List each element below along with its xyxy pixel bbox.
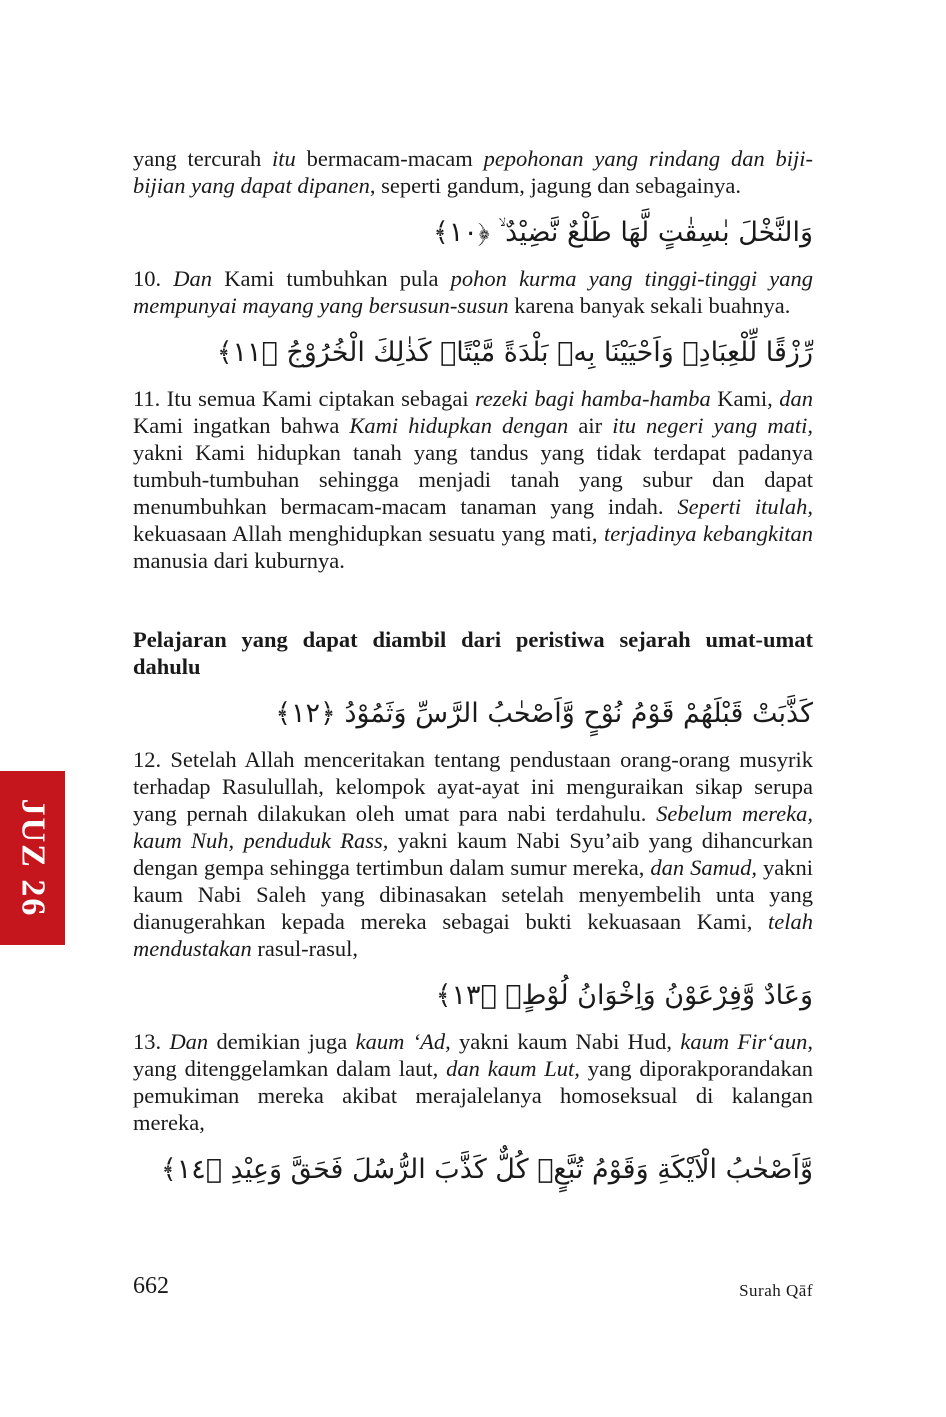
section-heading: Pelajaran yang dapat diambil dari peristiwa sejarah umat-umat dahulu [133, 627, 813, 679]
text-run: Kami tumbuhkan pula [212, 266, 451, 291]
text-run: yang tercurah [133, 146, 273, 171]
text-run: rasul-rasul, [251, 936, 358, 961]
text-run: 11. Itu semua Kami ciptakan sebagai [133, 386, 476, 411]
translation-verse-12 [133, 746, 813, 962]
arabic-verse-14: وَّاَصْحٰبُ الْاَيْكَةِ وَقَوْمُ تُبَّعٍۗ كُلٌّ كَذَّبَ الرُّسُلَ فَحَقَّ وَعِيْدِ ﴿١٤﴾ [160, 1154, 813, 1185]
text-run: 13. [133, 1029, 170, 1054]
italic-text: itu negeri yang mati, [612, 413, 814, 438]
text-run: Kami, [710, 386, 780, 411]
text-run: yang diporakporandakan pemukiman mereka akibat merajalelanya homoseksual di kalangan mereka, [133, 1056, 814, 1135]
page-number: 662 [133, 1273, 169, 1299]
text-run: 10. [133, 266, 174, 291]
text-run: 12. Setelah Allah menceritakan tentang pendustaan orang-orang musyrik terhadap Rasulullah, kelompok ayat-ayat ini menguraikan sikap serupa yang pernah dilakukan oleh umat para nabi terdahulu. [133, 747, 813, 826]
italic-text: pohon kurma yang tinggi-tinggi yang mempunyai mayang yang bersusun-susun [133, 266, 814, 318]
juz-tab-label: JUZ 26 [14, 798, 52, 918]
text-run: karena banyak sekali buahnya. [508, 293, 791, 318]
italic-text: Dan [173, 266, 213, 291]
italic-text: Sebelum mereka, kaum Nuh, penduduk Rass, [133, 801, 814, 853]
italic-text: terjadinya kebangkitan [604, 521, 814, 546]
text-run: yakni kaum Nabi Syu’aib yang dihancurkan dengan gempa sehingga tertimbun dalam sumur mereka, [133, 828, 813, 880]
text-run: demikian juga [208, 1029, 356, 1054]
arabic-verse-10: وَالنَّخْلَ بٰسِقٰتٍ لَّهَا طَلْعٌ نَّضِيْدٌ ۙ ﴿١٠﴾ [433, 217, 813, 248]
text-run: Kami ingatkan bahwa [133, 413, 350, 438]
juz-tab [0, 771, 65, 945]
paragraph-intro [133, 145, 813, 199]
text-run: yang ditenggelamkan dalam laut, [133, 1056, 447, 1081]
italic-text: Kami hidupkan dengan [349, 413, 569, 438]
italic-text: Seperti itulah, [677, 494, 813, 519]
text-run: , seperti gandum, jagung dan sebagainya. [369, 173, 741, 198]
text-run: bermacam-macam [295, 146, 484, 171]
page-content [133, 145, 813, 1202]
translation-verse-10 [133, 265, 813, 319]
italic-text: kaum ‘Ad, [355, 1029, 451, 1054]
text-run: yakni kaum Nabi Saleh yang dibinasakan setelah menyembelih unta yang dianugerahkan kepada mereka sebagai bukti kekuasaan Kami, [133, 855, 814, 934]
italic-text: dan kaum Lut, [446, 1056, 580, 1081]
text-run: manusia dari kuburnya. [133, 548, 345, 573]
text-run: yakni Kami hidupkan tanah yang tandus yang tidak terdapat padanya tumbuh-tumbuhan sehingga menjadi tanah yang subur dan dapat menumbuhkan bermacam-macam tanaman yang indah. [133, 440, 813, 519]
italic-text: dan Samud, [650, 855, 758, 880]
arabic-verse-13: وَعَادٌ وَّفِرْعَوْنُ وَاِخْوَانُ لُوْطٍۙ ﴿١٣﴾ [435, 980, 813, 1011]
text-run: yakni kaum Nabi Hud, [450, 1029, 681, 1054]
italic-text: pepohonan yang rindang dan biji-bijian yang dapat dipanen [133, 146, 813, 198]
italic-text: Dan [169, 1029, 209, 1054]
arabic-verse-11: رِّزْقًا لِّلْعِبَادِۙ وَاَحْيَيْنَا بِهٖ بَلْدَةً مَّيْتًاۗ كَذٰلِكَ الْخُرُوْجُ ﴿١١﴾ [216, 337, 813, 368]
text-run: kekuasaan Allah menghidupkan sesuatu yang mati, [133, 521, 605, 546]
text-run: air [568, 413, 613, 438]
translation-verse-13 [133, 1028, 813, 1136]
translation-verse-11 [133, 385, 813, 574]
italic-text: dan [779, 386, 813, 411]
arabic-verse-12: كَذَّبَتْ قَبْلَهُمْ قَوْمُ نُوْحٍ وَّاَصْحٰبُ الرَّسِّ وَثَمُوْدُ ﴿١٢﴾ [275, 698, 813, 729]
surah-name: Surah Qāf [739, 1281, 813, 1300]
italic-text: rezeki bagi hamba-hamba [475, 386, 711, 411]
italic-text: kaum Fir‘aun, [680, 1029, 814, 1054]
italic-text: telah mendustakan [133, 909, 813, 961]
italic-text: itu [272, 146, 296, 171]
